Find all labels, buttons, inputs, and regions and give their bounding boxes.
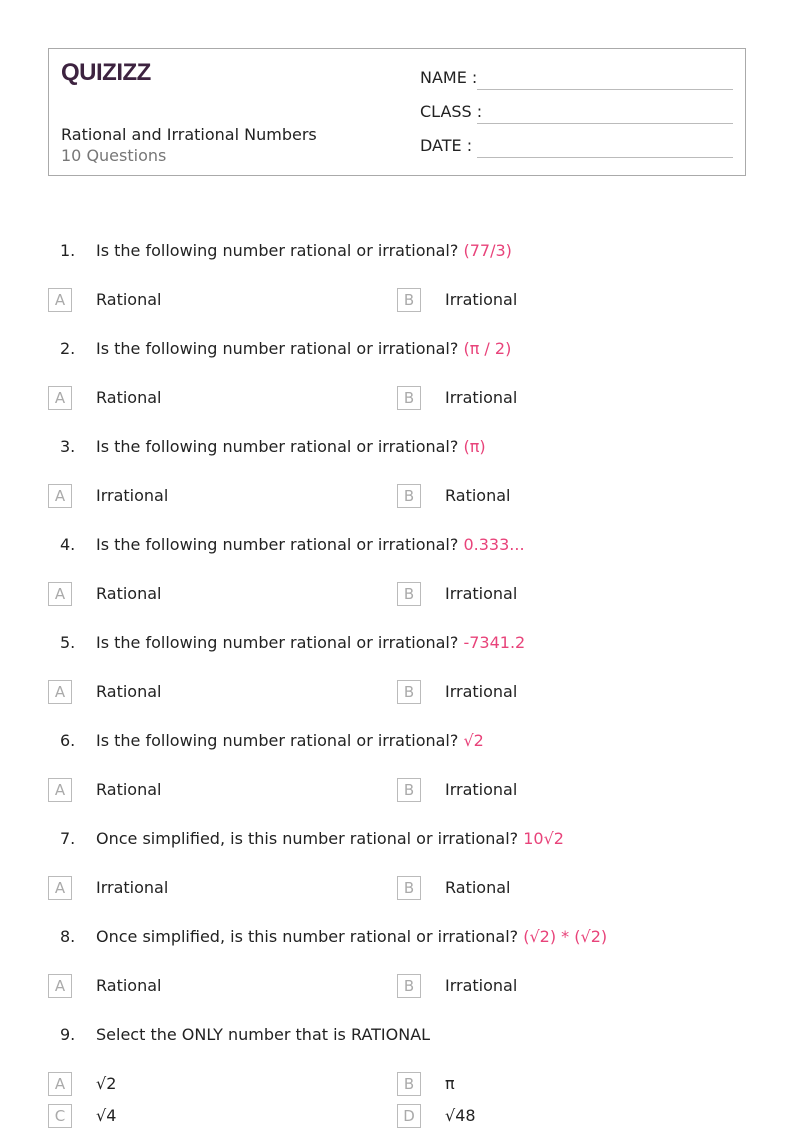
- question-number: 8.: [60, 927, 76, 946]
- question-prompt: Is the following number rational or irrational?: [96, 535, 459, 554]
- option-text: π: [445, 1074, 455, 1093]
- option-text: Irrational: [445, 584, 518, 603]
- question-text: [96, 339, 511, 358]
- question-count: 10 Questions: [61, 146, 167, 165]
- option-letter-box[interactable]: A: [48, 484, 72, 508]
- option-text: Rational: [445, 878, 511, 897]
- question-prompt: Is the following number rational or irrational?: [96, 437, 459, 456]
- question-prompt: Select the ONLY number that is RATIONAL: [96, 1025, 431, 1044]
- option-letter-box[interactable]: D: [397, 1104, 421, 1128]
- question-expression: (π / 2): [463, 339, 512, 358]
- option-letter-box[interactable]: C: [48, 1104, 72, 1128]
- question-number: 6.: [60, 731, 76, 750]
- question: [0, 927, 794, 951]
- question-expression: (77/3): [463, 241, 512, 260]
- quizizz-logo: QUIZIZZ: [61, 59, 151, 86]
- question-expression: 0.333...: [463, 535, 525, 554]
- option-text: Irrational: [96, 486, 169, 505]
- option-text: Rational: [96, 976, 162, 995]
- question-number: 9.: [60, 1025, 76, 1044]
- option-letter-box[interactable]: B: [397, 582, 421, 606]
- question-number: 7.: [60, 829, 76, 848]
- option-letter-box[interactable]: B: [397, 1072, 421, 1096]
- question-prompt: Once simplified, is this number rational or irrational?: [96, 829, 519, 848]
- worksheet-title: Rational and Irrational Numbers: [61, 125, 317, 144]
- option-text: Rational: [445, 486, 511, 505]
- question-text: [96, 437, 486, 456]
- option-text: Irrational: [96, 878, 169, 897]
- option-text: Rational: [96, 290, 162, 309]
- question: [0, 633, 794, 657]
- question: [0, 339, 794, 363]
- option-letter-box[interactable]: A: [48, 778, 72, 802]
- date-label: DATE :: [420, 136, 473, 155]
- question: [0, 437, 794, 461]
- option-letter-box[interactable]: A: [48, 288, 72, 312]
- date-field[interactable]: [477, 157, 733, 158]
- question-prompt: Is the following number rational or irrational?: [96, 731, 459, 750]
- question-prompt: Is the following number rational or irrational?: [96, 339, 459, 358]
- option-letter-box[interactable]: B: [397, 484, 421, 508]
- option-text: √4: [96, 1106, 117, 1125]
- option-text: Irrational: [445, 976, 518, 995]
- question-number: 1.: [60, 241, 76, 260]
- worksheet-header: [48, 48, 746, 176]
- question-text: [96, 535, 525, 554]
- question: [0, 535, 794, 559]
- question-text: [96, 633, 525, 652]
- option-text: Irrational: [445, 290, 518, 309]
- option-letter-box[interactable]: A: [48, 582, 72, 606]
- option-letter-box[interactable]: B: [397, 876, 421, 900]
- question-text: [96, 241, 512, 260]
- option-letter-box[interactable]: A: [48, 974, 72, 998]
- question-prompt: Is the following number rational or irrational?: [96, 241, 459, 260]
- question-expression: 10√2: [523, 829, 564, 848]
- question-text: [96, 1025, 430, 1044]
- option-letter-box[interactable]: B: [397, 288, 421, 312]
- option-text: Irrational: [445, 682, 518, 701]
- option-letter-box[interactable]: B: [397, 974, 421, 998]
- class-label: CLASS :: [420, 102, 483, 121]
- question-prompt: Is the following number rational or irrational?: [96, 633, 459, 652]
- question-expression: -7341.2: [463, 633, 526, 652]
- question-text: [96, 731, 484, 750]
- option-text: Rational: [96, 388, 162, 407]
- question: [0, 731, 794, 755]
- option-text: √2: [96, 1074, 117, 1093]
- option-text: √48: [445, 1106, 476, 1125]
- question-expression: (π): [463, 437, 486, 456]
- question-expression: √2: [463, 731, 484, 750]
- question: [0, 241, 794, 265]
- question-text: [96, 927, 607, 946]
- question-number: 5.: [60, 633, 76, 652]
- option-text: Rational: [96, 682, 162, 701]
- name-field[interactable]: [477, 89, 733, 90]
- option-text: Irrational: [445, 780, 518, 799]
- option-letter-box[interactable]: B: [397, 680, 421, 704]
- question-prompt: Once simplified, is this number rational or irrational?: [96, 927, 519, 946]
- question-number: 3.: [60, 437, 76, 456]
- question-expression: (√2) * (√2): [523, 927, 608, 946]
- option-text: Irrational: [445, 388, 518, 407]
- option-letter-box[interactable]: A: [48, 1072, 72, 1096]
- name-label: NAME :: [420, 68, 478, 87]
- option-letter-box[interactable]: B: [397, 778, 421, 802]
- question: [0, 1025, 794, 1049]
- option-letter-box[interactable]: B: [397, 386, 421, 410]
- question: [0, 829, 794, 853]
- question-number: 4.: [60, 535, 76, 554]
- option-letter-box[interactable]: A: [48, 386, 72, 410]
- option-text: Rational: [96, 780, 162, 799]
- option-text: Rational: [96, 584, 162, 603]
- class-field[interactable]: [477, 123, 733, 124]
- option-letter-box[interactable]: A: [48, 876, 72, 900]
- question-number: 2.: [60, 339, 76, 358]
- question-text: [96, 829, 564, 848]
- option-letter-box[interactable]: A: [48, 680, 72, 704]
